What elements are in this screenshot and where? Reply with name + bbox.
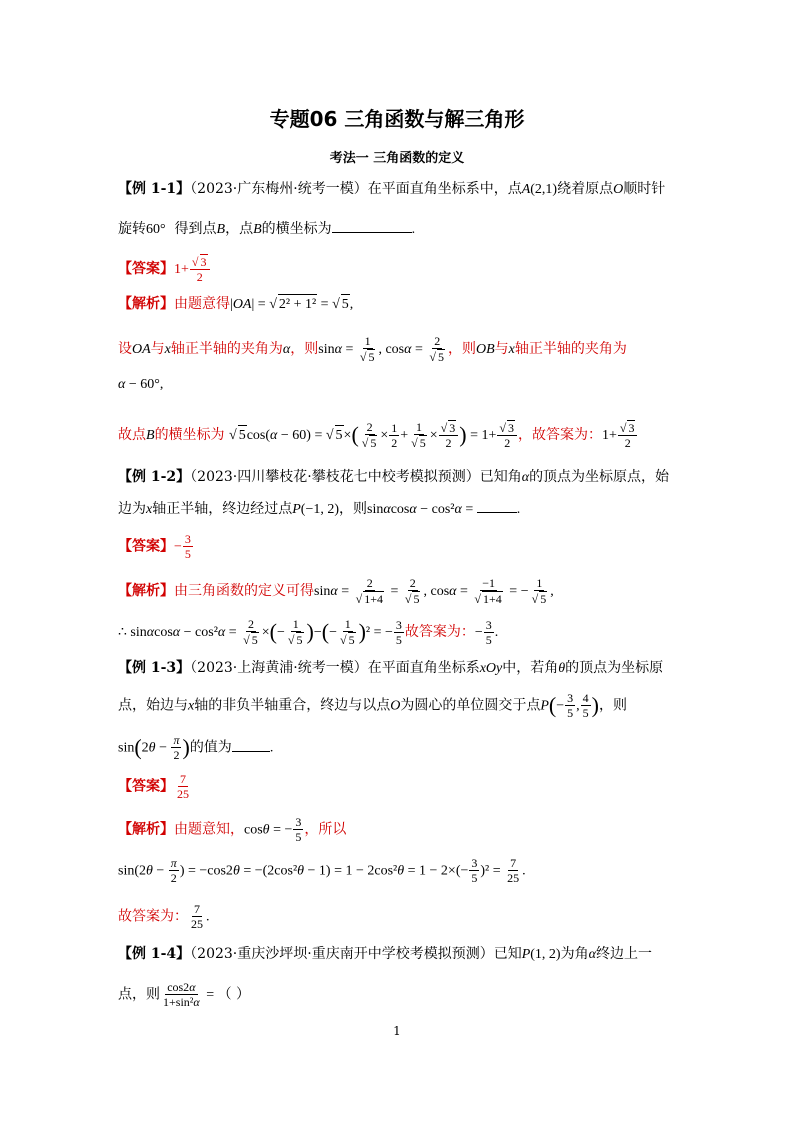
page-title: 专题06 三角函数与解三角形 [269, 107, 525, 131]
example-1-3-answer: 【答案】 $\frac{7}{25}$ [118, 772, 189, 801]
example-tag: 【例 1-1】 [118, 181, 191, 197]
example-1-2-analysis-line-2: ∴ sinαcosα − cos²α = 2 √ 5 ×(− 1 √ 5 )−(− 1 √ 5 )² = − $\frac{3}{5}$ 故答案为：− $\frac{3}{5}$ . [118, 617, 498, 647]
example-tag: 【例 1-2】 [118, 469, 191, 485]
example-1-3-question-line-3: sin(2θ − $\frac{\pi}{2}$ )的值为 . [118, 733, 274, 762]
example-1-4-question-line-1: 【例 1-4】（2023·重庆沙坪坝·重庆南开中学校考模拟预测）已知P(1, 2)为角α终边上一 [118, 946, 652, 962]
example-1-3-analysis-line-2: sin(2θ − $\frac{\pi}{2}$ ) = −cos2θ = −(2cos²θ − 1) = 1 − 2cos²θ = 1 − 2×(− $\frac{3}{5}$ )² = $\frac{7}{25}$ . [118, 856, 526, 885]
example-1-2-analysis-line-1: 【解析】由三角函数的定义可得sinα = 2 √ 1+4 = 2 √ 5 , cosα = −1 √ 1+4 = − 1 √ 5 , [118, 576, 554, 606]
example-1-1-analysis-line-4: 故点B的横坐标为 √ 5cos(α − 60) = √ 5×( 2 √ 5 × $\frac{1}{2}$ + 1 √ 5 × √ $\frac{3}{2}$ ) = 1+ √ $\frac{3}{2}$ ，故答案为：1+ √ $\frac{3}{2}$ [118, 420, 638, 450]
example-1-3-question-line-1: 【例 1-3】（2023·上海黄浦·统考一模）在平面直角坐标系xOy中，若角θ的顶点为坐标原 [118, 660, 664, 676]
example-source: （2023·重庆沙坪坝·重庆南开中学校考模拟预测） [190, 946, 494, 962]
answer-blank [332, 218, 412, 233]
example-1-2-answer: 【答案】− $\frac{3}{5}$ [118, 532, 191, 561]
example-1-2-question-line-1: 【例 1-2】（2023·四川攀枝花·攀枝花七中校考模拟预测）已知角α的顶点为坐标原点，始 [118, 469, 670, 485]
answer-blank [477, 498, 517, 513]
example-1-1-analysis-line-2: 设OA与x轴正半轴的夹角为α，则sinα = 1 √ 5 , cosα = 2 √ 5 ，则OB与x轴正半轴的夹角为 [118, 334, 627, 364]
example-1-1-answer: 【答案】1+ √ $\frac{3}{2}$ [118, 254, 211, 284]
example-tag: 【例 1-3】 [118, 660, 191, 676]
example-1-2-question-line-2: 边为x轴正半轴，终边经过点P(−1, 2)，则sinαcosα − cos²α = . [118, 498, 520, 520]
example-tag: 【例 1-4】 [118, 946, 191, 962]
example-source: （2023·上海黄浦·统考一模） [190, 660, 368, 676]
example-1-1-analysis-line-1: 【解析】由题意得|OA| = √ 2² + 1² = √ 5, [118, 294, 353, 315]
section-subtitle: 考法一 三角函数的定义 [329, 151, 465, 166]
example-1-1-question-line-2: 旋转60° 得到点B，点B的横坐标为 . [118, 218, 415, 240]
example-1-3-analysis-line-1: 【解析】由题意知，cosθ = − $\frac{3}{5}$ ，所以 [118, 815, 347, 844]
example-1-1-analysis-line-3: α − 60°, [118, 377, 164, 392]
page-number: 1 [393, 1024, 401, 1038]
example-source: （2023·四川攀枝花·攀枝花七中校考模拟预测） [190, 469, 480, 485]
example-1-4-question-line-2: 点，则 $\frac{\cos 2\alpha}{\text{1+sin²α}}$ = （ ） [118, 980, 251, 1009]
example-source: （2023·广东梅州·统考一模） [190, 181, 368, 197]
example-1-3-analysis-line-3: 故答案为： $\frac{7}{25}$ . [118, 902, 210, 931]
answer-blank [232, 737, 270, 752]
example-1-1-question-line-1: 【例 1-1】（2023·广东梅州·统考一模）在平面直角坐标系中，点A(2,1)绕着原点O顺时针 [118, 181, 666, 197]
example-1-3-question-line-2: 点，始边与x轴的非负半轴重合，终边与以点O为圆心的单位圆交于点P(− $\frac{3}{5}$ , $\frac{4}{5}$ )，则 [118, 691, 627, 720]
